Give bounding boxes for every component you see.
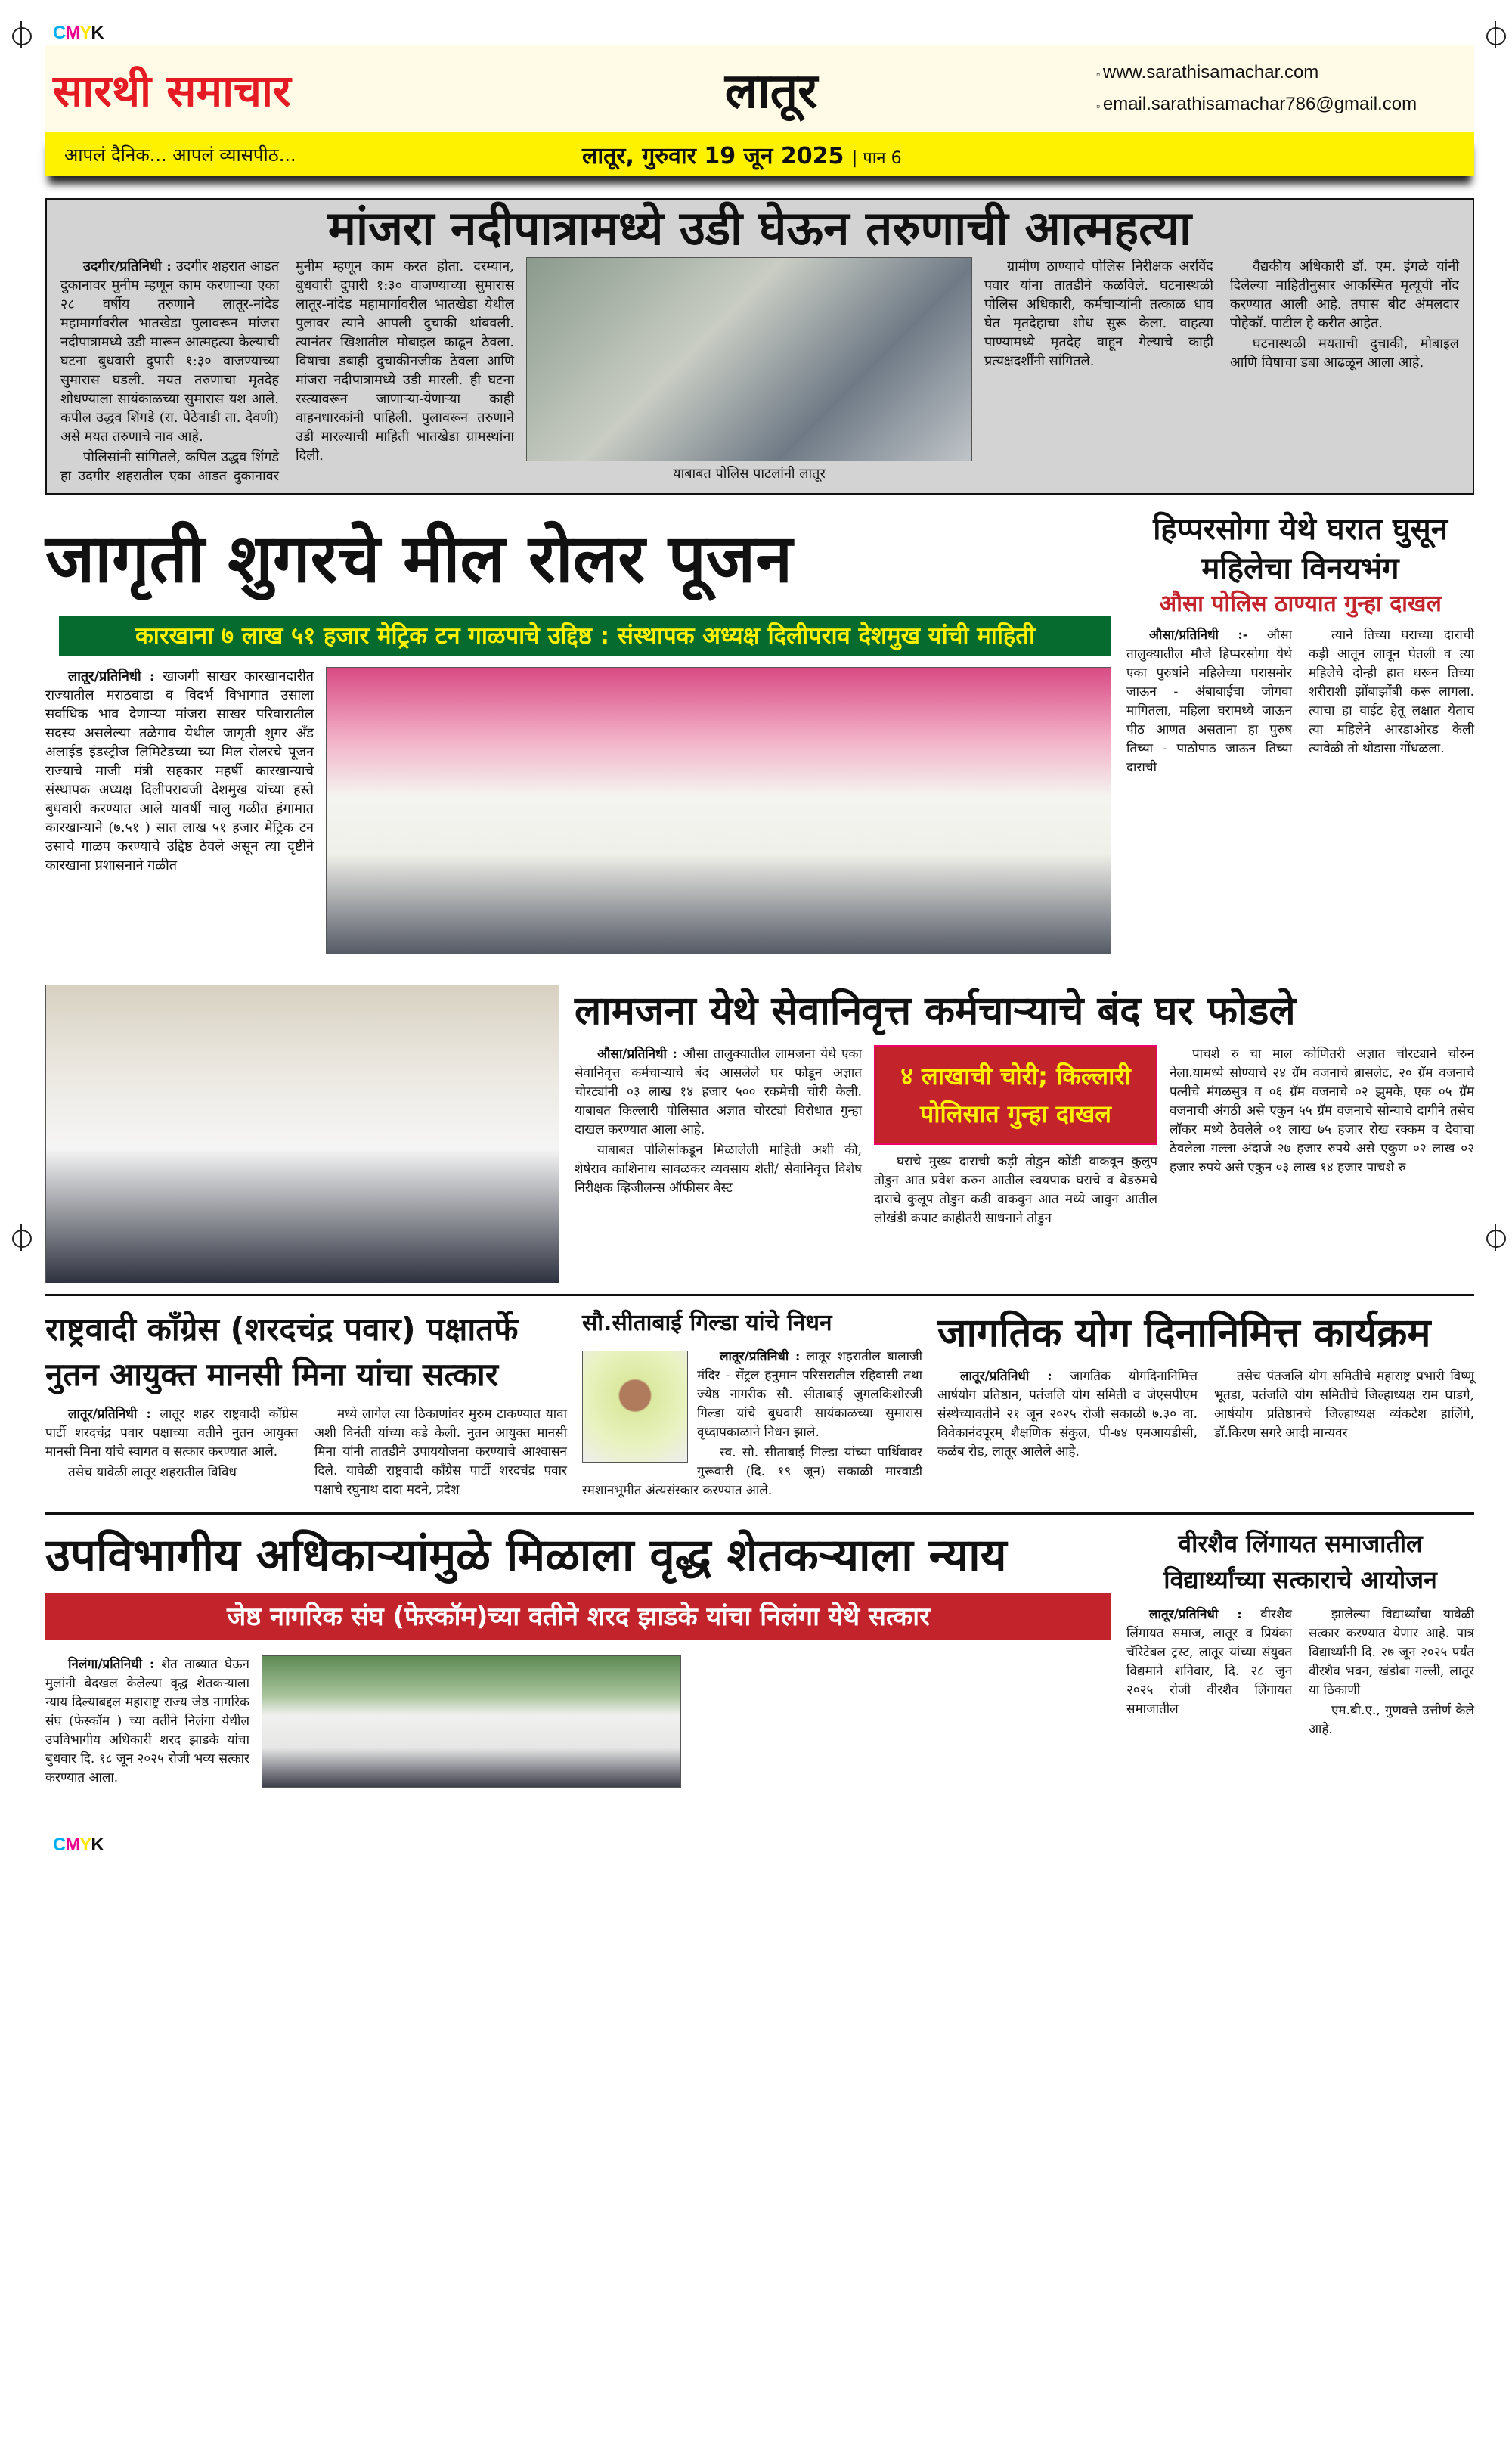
story-dateline: लातूर/प्रतिनिधी : bbox=[68, 1407, 151, 1422]
story-paragraph: उदगीर शहरात आडत दुकानावर मुनीम म्हणून काम करणाऱ्या एका २८ वर्षीय तरुणाने लातूर-नांदेड महामार्गावरील भातखेडा पुलावरून मांजरा नदीपात्रामध्ये उडी मारून आत्महत्या केल्याची घटना बुधवारी दुपारी १:३० वाजण्याच्या सुमारास घडली. मयत तरुणाचा मृतदेह शोधण्याला सायंकाळच्या सुमारास यश आले. कपील उद्धव शिंगडे (रा. पेठेवाडी ता. देवणी) असे मयत तरुणाचे नाव आहे. bbox=[60, 259, 279, 445]
bridge-photo bbox=[526, 257, 972, 461]
upvibhagiy-subheadline: जेष्ठ नागरिक संघ (फेस्कॉम)च्या वतीने शरद झाडके यांचा निलंगा येथे सत्कार bbox=[45, 1593, 1111, 1640]
veershaiv-headline: वीरशैव लिंगायत समाजातील विद्यार्थ्यांच्या सत्काराचे आयोजन bbox=[1163, 1529, 1437, 1594]
senior-citizens-group-photo bbox=[262, 1655, 681, 1788]
lamjana-body-mid bbox=[874, 1152, 1157, 1228]
sitabai-story bbox=[582, 1307, 922, 1502]
story-dateline: लातूर/प्रतिनिधी : bbox=[68, 669, 155, 684]
story-paragraph: स्व. सौ. सीताबाई गिल्डा यांच्या पार्थिवावर गुरूवारी (दि. १९ जून) सकाळी मारवाडी स्मशानभूमीत अंत्यसंस्कार करण्यात आले. bbox=[582, 1445, 922, 1498]
story-paragraph: औसा तालुक्यातील मौजे हिप्परसोगा येथे एका पुरुषांने महिलेच्या घरासमोर जाऊन - अंबाबाईचा जोगवा मागितला, महिला घरामध्ये जाऊन पीठ आणत असताना हा पुरुष तिच्या - पाठोपाठ जाऊन तिच्या दाराची bbox=[1126, 628, 1292, 775]
story-dateline: लातूर/प्रतिनिधी : bbox=[1149, 1607, 1242, 1622]
roller-pujan-photo bbox=[326, 667, 1111, 954]
sitabai-body bbox=[582, 1348, 922, 1500]
issue-dateline bbox=[582, 139, 902, 170]
issue-date: लातूर, गुरुवार 19 जून 2025 bbox=[582, 142, 844, 169]
top-story-box bbox=[45, 198, 1474, 495]
veershaiv-story bbox=[1126, 1525, 1474, 1739]
story-paragraph: लातूर शहर राष्ट्रवादी कॉंग्रेस पार्टी शरदचंद्र पवार पक्षाच्या वतीने नुतन आयुक्त मानसी मिना यांचे स्वागत व सत्कार करण्यात आले. bbox=[45, 1407, 298, 1460]
upvibhagiy-story bbox=[45, 1525, 1111, 1789]
masthead bbox=[45, 45, 1474, 132]
cmyk-y: Y bbox=[79, 1835, 91, 1855]
jagruti-body bbox=[45, 667, 314, 876]
ncp-body bbox=[45, 1405, 567, 1500]
contact-info bbox=[1096, 57, 1452, 121]
story-paragraph: ग्रामीण ठाण्याचे पोलिस निरीक्षक अरविंद पवार यांना तातडीने कळविले. घटनास्थळी पोलिस अधिकारी, कर्मचाऱ्यांनी तत्काळ धाव घेत मृतदेहाचा शोध सुरू केला. वाहत्या पाण्यामध्ये मृतदेह वाहून गेल्याचे काही प्रत्यक्षदर्शींनी सांगितले. bbox=[984, 259, 1213, 369]
story-paragraph: वैद्यकीय अधिकारी डॉ. एम. इंगळे यांनी दिलेल्या माहितीनुसार आकस्मित मृत्यूची नोंद करण्यात आली आहे. तपास बीट अंमलदार पोहेकॉ. पाटील हे करीत आहेत. bbox=[1230, 259, 1459, 331]
top-story-body-left bbox=[60, 257, 514, 485]
story-paragraph: घटनास्थळी मयताची दुचाकी, मोबाइल आणि विषाचा डबा आढळून आला आहे. bbox=[1230, 336, 1459, 371]
sitabai-portrait bbox=[582, 1351, 688, 1463]
lamjana-highlight-box: ४ लाखाची चोरी; किल्लारी पोलिसात गुन्हा दाखल bbox=[874, 1045, 1157, 1145]
story-paragraph: त्याने तिच्या घराच्या दाराची कड़ी आतून लावून घेतली व त्या महिलेचे दोन्ही हात धरून तिच्या शरीराशी झोंबाझोंबी करू लागला. त्याचा हा वाईट हेतू लक्षात येताच त्या महिलेने आरडाओरड केली त्यावेळी तो थोडासा गोंधळला. bbox=[1309, 628, 1474, 756]
yoga-headline: जागतिक योग दिनानिमित्त कार्यक्रम bbox=[937, 1311, 1431, 1356]
registration-mark-icon bbox=[8, 1224, 35, 1251]
story-paragraph: घराचे मुख्य दाराची कड़ी तोडुन कोंडी वाकवून कुलुप तोडुन आत प्रवेश करुन आतील स्वयपाक घराचे व बेडरुमचे दाराचे कुलूप तोडुन कढी वाकवुन आत मध्ये जावुन आतील लोखंडी कपाट काहीतरी साधनाने तोडुन bbox=[874, 1154, 1157, 1226]
hipparsoga-story bbox=[1126, 510, 1474, 777]
story-paragraph: पोलिसांनी सांगितले, कपिल उद्धव शिंगडे हा उदगीर शहरातील एका आडत दुकानावर मुनीम म्हणून काम करत होता. दरम्यान, बुधवारी दुपारी १:३० वाजण्याच्या सुमारास लातूर-नांदेड महामार्गावरील भातखेडा येथील पुलावर त्याने आपली दुचाकी थांबवली. त्यानंतर खिशातील मोबाइल काढून ठेवला. विषाचा डबाही दुचाकीनजीक ठेवला आणि मांजरा नदीपात्रामध्ये उडी मारली. ही घटना रस्त्यावरून जाणाऱ्या-येणाऱ्या काही वाहनधारकांनी पाहिली. पुलावरून तरुणाने उडी मारल्याची माहिती भातखेडा ग्रामस्थांना दिली. bbox=[60, 259, 514, 484]
story-dateline: औसा/प्रतिनिधी :- bbox=[1149, 628, 1248, 643]
cmyk-y: Y bbox=[79, 23, 91, 43]
cmyk-c: C bbox=[53, 23, 66, 43]
sitabai-headline: सौ.सीताबाई गिल्डा यांचे निधन bbox=[582, 1310, 832, 1336]
story-paragraph: तसेच पंतजलि योग समितीचे महाराष्ट्र प्रभारी विष्णू भूतडा, पतंजलि योग समितीचे जिल्हाध्यक्ष राम घाडगे, आर्षयोग प्रतिष्ठानचे जिल्हाध्यक्ष व्यंकटेश हालिंगे, डॉ.किरण सगरे आदी मान्यवर bbox=[1214, 1369, 1474, 1441]
top-story-body-right bbox=[984, 257, 1459, 373]
yoga-body bbox=[937, 1367, 1474, 1462]
cmyk-m: M bbox=[65, 1835, 80, 1855]
registration-mark-icon bbox=[1482, 21, 1509, 48]
story-paragraph: लातूर शहरातील बालाजी मंदिर - सेंट्रल हनुमान परिसरातील रहिवासी तथा ज्येष्ठ नागरीक सौ. सीताबाई जुगलकिशोरजी गिल्डा यांचे बुधवारी सायंकाळच्या सुमारास वृध्दापकाळाने निधन झाले. bbox=[697, 1349, 923, 1440]
cmyk-k: K bbox=[91, 23, 104, 43]
story-dateline: औसा/प्रतिनिधी : bbox=[597, 1047, 677, 1062]
website-link[interactable]: ▫ www.sarathisamachar.com bbox=[1096, 57, 1452, 89]
story-paragraph: खाजगी साखर कारखानदारीत राज्यातील मराठवाडा व विदर्भ विभागात उसाला सर्वाधिक भाव देणाऱ्या मांजरा साखर परिवारातील सदस्य असलेल्या तळेगाव येथील जागृती शुगर अँड अलाईड इंडस्ट्रीज लिमिटेडच्या च्या मिल रोलरचे पूजन राज्याचे माजी मंत्री सहकार महर्षी कारखान्याचे संस्थापक अध्यक्ष दिलीपरावजी देशमुख यांच्या हस्ते बुधवारी करण्यात आले यावर्षी चालु गळीत हंगामात कारखान्याने (७.५१ ) सात लाख ५१ हजार मेट्रिक टन उसाचे गाळप करण्याचे उद्दिष्ठ ठेवले असून त्या दृष्टीने कारखाना प्रशासनाने गळीत bbox=[45, 669, 314, 873]
story-paragraph: जागतिक योगदिनानिमित्त आर्षयोग प्रतिष्ठान, पतंजलि योग समिती व जेएसपीएम संस्थेच्यावतीने २१ जून २०२५ रोजी सकाळी ७.३० वा. विवेकानंदपूरम् शैक्षणिक संकुल, पी-७४ एमआयडीसी, कळंब रोड, लातूर आलेले आहे. bbox=[937, 1369, 1198, 1460]
hipparsoga-body bbox=[1126, 626, 1474, 777]
upvibhagiy-body bbox=[45, 1655, 249, 1789]
story-paragraph: वीरशैव लिंगायत समाज, लातूर व प्रियंका चॅरिटेबल ट्रस्ट, लातूर यांच्या संयुक्त विद्यमाने शनिवार, दि. २८ जुन २०२५ रोजी वीरशैव लिंगायत समाजातील bbox=[1126, 1607, 1293, 1717]
top-print-marks bbox=[45, 0, 1474, 45]
cmyk-mark bbox=[53, 1835, 104, 1856]
cmyk-c: C bbox=[53, 1835, 66, 1855]
lamjana-body-right bbox=[1170, 1045, 1474, 1179]
veershaiv-body bbox=[1126, 1605, 1474, 1739]
lamjana-mid-column bbox=[874, 1045, 1157, 1230]
edition-city: लातूर bbox=[724, 64, 818, 119]
story-paragraph: झालेल्या विद्यार्थ्यांचा यावेळी सत्कार करण्यात येणार आहे. पात्र विद्यार्थ्यांनी दि. २७ जून २०२५ पर्यंत वीरशैव भवन, खंडोबा गल्ली, लातूर या ठिकाणी bbox=[1309, 1607, 1474, 1698]
story-paragraph: पाचशे रु चा माल कोणितरी अज्ञात चोरट्याने चोरुन नेला.यामध्ये सोण्याचे २४ ग्रॅम वजनाचे ब्रासलेट, २० ग्रॅम वजनाचे पत्नीचे मंगळसुत्र व ०६ ग्रॅम वजनाचे ०२ झुमके, एक ०५ ग्रॅम वजनाची अंगठी असे एकुन ५५ ग्रॅम वजनाचे सोन्याचे दागीने तसेच लॉकर मध्ये ठेवलेले ०१ लाख ७५ हजार रोख रक्कम व देवाचा ठेवलेला गल्ला अंदाजे २७ हजार रुपये असे एकुण ०२ लाख ०२ हजार रुपये असे एकुन ०३ लाख १४ हजार पाचशे रु bbox=[1170, 1047, 1474, 1175]
story-dateline: लातूर/प्रतिनिधी : bbox=[960, 1369, 1052, 1384]
story-paragraph: शेत ताब्यात घेऊन मुलांनी बेदखल केलेल्या वृद्ध शेतकऱ्याला न्याय दिल्याबद्दल महाराष्ट्र राज्य जेष्ठ नागरिक संघ (फेस्कॉम ) च्या वतीने निलंगा येथील उपविभागीय अधिकारी शरद झाडके यांचा बुधवार दि. १८ जून २०२५ रोजी भव्य सत्कार करण्यात आला. bbox=[45, 1657, 249, 1785]
bottom-print-marks bbox=[45, 1804, 1474, 1865]
story-dateline: लातूर/प्रतिनिधी : bbox=[720, 1349, 801, 1364]
photo-caption: याबाबत पोलिस पाटलांनी लातूर bbox=[673, 466, 826, 482]
newspaper-page bbox=[45, 0, 1474, 1865]
story-dateline: उदगीर/प्रतिनिधी : bbox=[83, 259, 172, 275]
newspaper-logo: सारथी समाचार bbox=[53, 65, 291, 116]
jagruti-story bbox=[45, 510, 1111, 954]
jagruti-subheadline: कारखाना ७ लाख ५१ हजार मेट्रिक टन गाळपाचे उद्दिष्ठ : संस्थापक अध्यक्ष दिलीपराव देशमुख यांची माहिती bbox=[59, 616, 1111, 656]
date-band bbox=[45, 132, 1474, 176]
ncp-headline bbox=[45, 1307, 567, 1398]
cmyk-m: M bbox=[65, 23, 80, 43]
tagline: आपलं दैनिक... आपलं व्यासपीठ... bbox=[64, 144, 296, 166]
section-divider bbox=[45, 1512, 1474, 1515]
ncp-story bbox=[45, 1307, 567, 1500]
story-dateline: निलंगा/प्रतिनिधी : bbox=[68, 1657, 155, 1672]
felicitation-photo bbox=[45, 985, 559, 1283]
story-paragraph: तसेच यावेळी लातूर शहरातील विविध bbox=[68, 1465, 237, 1480]
top-story-photo-block bbox=[526, 257, 972, 482]
story-paragraph: मध्ये लागेल त्या ठिकाणांवर मुरुम टाकण्यात यावा अशी विनंती यांच्या कडे केली. नुतन आयुक्त मानसी मिना यांनी तातडीने उपाययोजना करण्याचे आश्वासन दिले. यावेळी राष्ट्रवादी कॉंग्रेस पार्टी शरदचंद्र पवार पक्षाचे रघुनाथ दादा मदने, प्रदेश bbox=[314, 1407, 567, 1497]
top-story-headline: मांजरा नदीपात्रामध्ये उडी घेऊन तरुणाची आत्महत्या bbox=[327, 200, 1192, 256]
page-number: | पान 6 bbox=[851, 148, 902, 168]
cmyk-mark bbox=[53, 23, 104, 44]
lamjana-body-left bbox=[575, 1045, 862, 1199]
upvibhagiy-headline: उपविभागीय अधिकाऱ्यांमुळे मिळाला वृद्ध शेतकऱ्याला न्याय bbox=[45, 1529, 1007, 1582]
cmyk-k: K bbox=[91, 1835, 104, 1855]
section-divider bbox=[45, 1294, 1474, 1296]
ncp-headline-line2: नुतन आयुक्त मानसी मिना यांचा सत्कार bbox=[45, 1356, 498, 1393]
jagruti-headline: जागृती शुगरचे मील रोलर पूजन bbox=[45, 520, 793, 597]
registration-mark-icon bbox=[1482, 1224, 1509, 1251]
yoga-story bbox=[937, 1307, 1474, 1462]
registration-mark-icon bbox=[8, 21, 35, 48]
hipparsoga-headline: हिप्परसोगा येथे घरात घुसून महिलेचा विनयभंग bbox=[1153, 512, 1448, 586]
column-tail-text: एम.बी.ए., गुणवत्ते उत्तीर्ण केले आहे. bbox=[1309, 1703, 1474, 1737]
email-link[interactable]: ▫ email.sarathisamachar786@gmail.com bbox=[1096, 89, 1452, 121]
story-paragraph: औसा तालुक्यातील लामजना येथे एका सेवानिवृत्त कर्मचाऱ्याचे बंद आसलेले घर फोडून अज्ञात चोरट्यांनी ०३ लाख १४ हजार ५०० रकमेची चोरी केली. याबाबत किल्लारी पोलिसात अज्ञात चोरट्यां विरोधात गुन्हा दाखल करण्यात आला आहे. bbox=[575, 1047, 862, 1137]
lamjana-headline: लामजना येथे सेवानिवृत्त कर्मचाऱ्याचे बंद घर फोडले bbox=[575, 988, 1296, 1034]
ncp-headline-line1: राष्ट्रवादी कॉंग्रेस (शरदचंद्र पवार) पक्षातर्फे bbox=[45, 1311, 519, 1348]
lamjana-story bbox=[575, 985, 1474, 1230]
hipparsoga-subheadline: औसा पोलिस ठाण्यात गुन्हा दाखल bbox=[1159, 591, 1442, 617]
story-paragraph: याबाबत पोलिसांकडून मिळालेली माहिती अशी की, शेषेराव काशिनाथ सावळकर व्यवसाय शेती/ सेवानिवृत्त विशेष निरीक्षक व्हिजीलन्स ऑफीसर बेस्ट bbox=[575, 1143, 862, 1196]
